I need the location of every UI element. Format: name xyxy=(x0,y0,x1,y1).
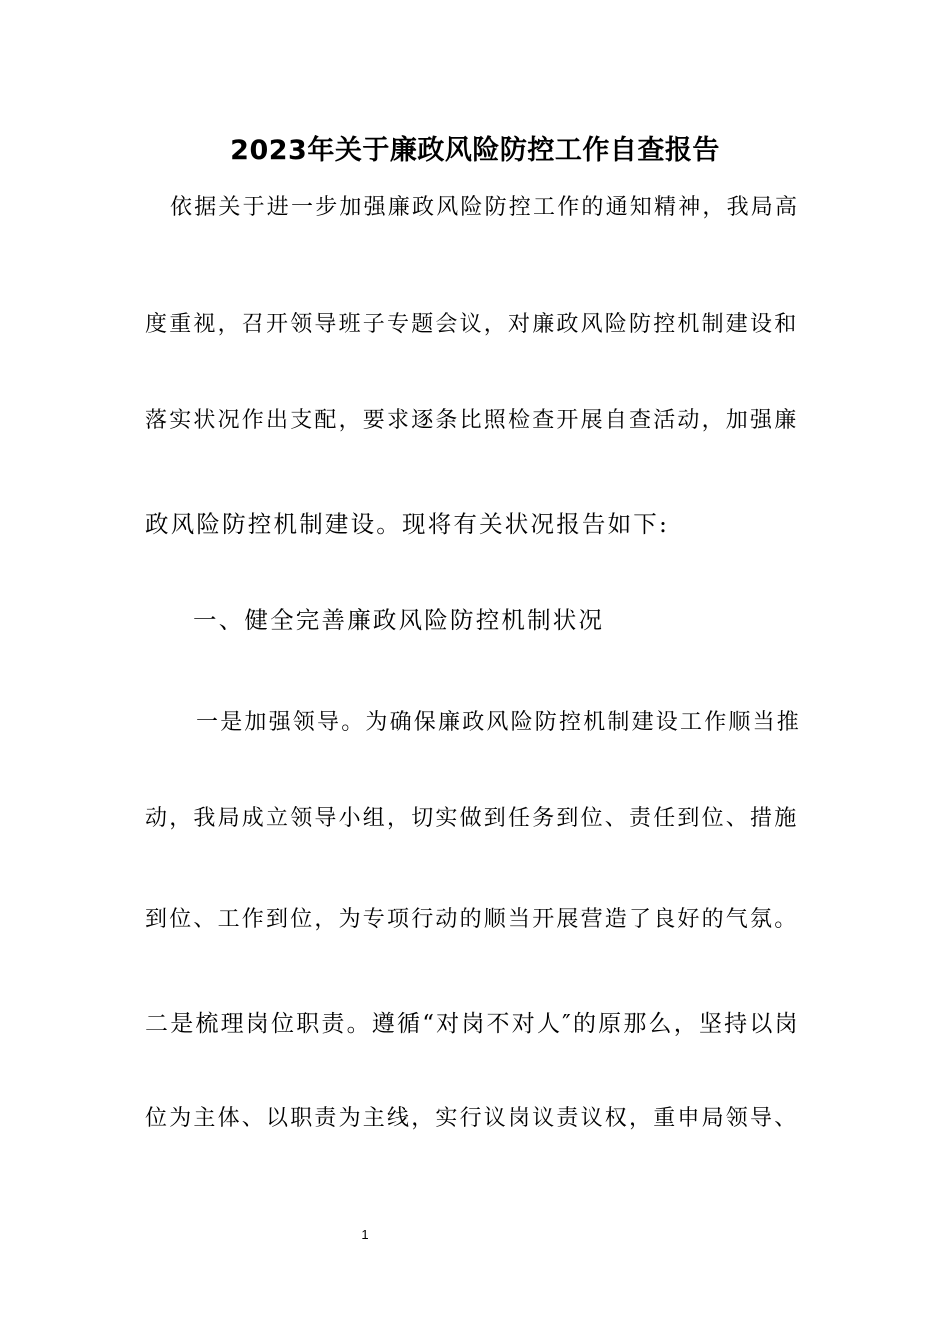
section-heading: 一、健全完善廉政风险防控机制状况 xyxy=(193,606,605,634)
paragraph-line: 到位、工作到位，为专项行动的顺当开展营造了良好的气氛。 xyxy=(145,907,799,932)
page-number: 1 xyxy=(361,1227,369,1242)
paragraph-line: 度重视，召开领导班子专题会议，对廉政风险防控机制建设和 xyxy=(145,312,799,337)
document-title: 2023年关于廉政风险防控工作自查报告 xyxy=(230,135,720,166)
paragraph-line: 二是梳理岗位职责。遵循“对岗不对人″的原那么，坚持以岗 xyxy=(145,1011,800,1037)
paragraph-line: 落实状况作出支配，要求逐条比照检查开展自查活动，加强廉 xyxy=(145,408,799,433)
paragraph-line: 动，我局成立领导小组，切实做到任务到位、责任到位、措施 xyxy=(145,806,799,831)
paragraph-line: 政风险防控机制建设。现将有关状况报告如下: xyxy=(145,510,670,538)
paragraph-line: 依据关于进一步加强廉政风险防控工作的通知精神，我局高 xyxy=(170,195,800,220)
paragraph-line: 一是加强领导。为确保廉政风险防控机制建设工作顺当推 xyxy=(196,710,802,735)
paragraph-line: 位为主体、以职责为主线，实行议岗议责议权，重申局领导、 xyxy=(145,1106,799,1131)
